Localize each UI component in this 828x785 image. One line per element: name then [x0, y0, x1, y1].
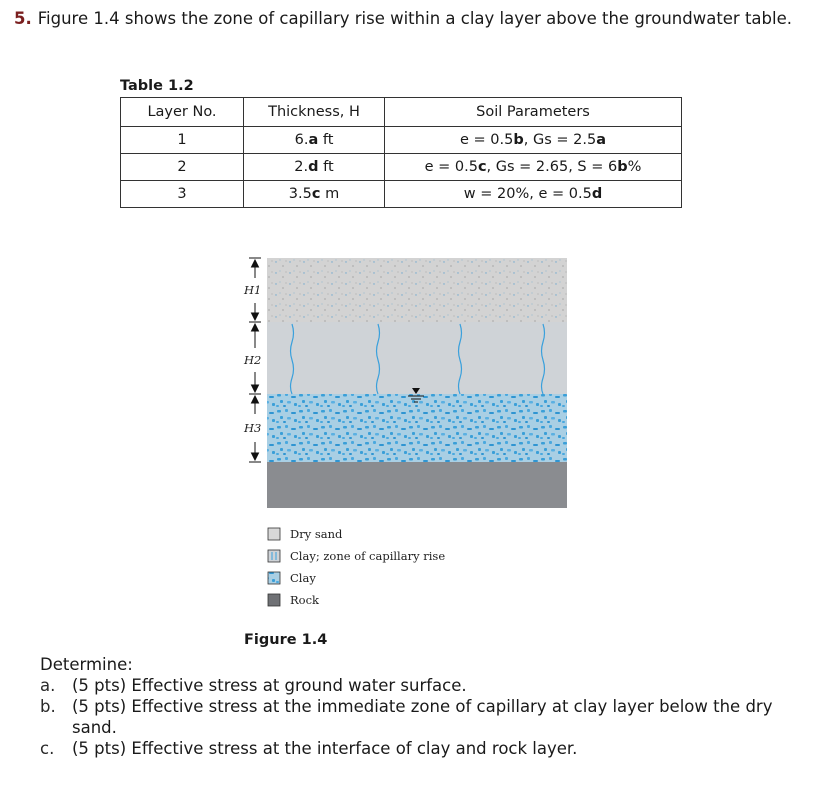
question-text: (5 pts) Effective stress at the interface of clay and rock layer.	[72, 739, 578, 758]
figure-caption: Figure 1.4	[244, 632, 328, 648]
dimension-label-h3: H3	[244, 421, 262, 435]
layer-parameters: e = 0.5c, Gs = 2.65, S = 6b%	[385, 154, 682, 181]
capillary-zone-layer	[267, 322, 567, 394]
problem-statement	[14, 8, 819, 29]
clay-layer	[267, 394, 567, 462]
legend-rock: Rock	[290, 593, 319, 607]
question-item	[40, 696, 820, 738]
legend-swatch-rock	[268, 594, 280, 606]
legend-swatch-clay	[268, 572, 280, 584]
layer-number: 2	[121, 154, 244, 181]
question-item	[40, 675, 820, 696]
figure-legend	[268, 527, 445, 607]
question-list	[40, 675, 820, 759]
question-letter: c.	[40, 739, 55, 758]
layer-number: 3	[121, 181, 244, 208]
legend-capillary-zone: Clay; zone of capillary rise	[290, 549, 446, 563]
layer-thickness: 3.5c m	[244, 181, 385, 208]
question-item	[40, 738, 820, 759]
problem-number: 5.	[14, 9, 32, 28]
table-row	[121, 154, 682, 181]
layer-number: 1	[121, 127, 244, 154]
header-layer-no: Layer No.	[121, 98, 244, 127]
legend-swatch-capillary	[268, 550, 280, 562]
soil-profile-figure	[232, 248, 577, 618]
question-letter: b.	[40, 697, 56, 716]
rock-layer	[267, 462, 567, 508]
question-text: (5 pts) Effective stress at ground water surface.	[72, 676, 467, 695]
table-row	[121, 181, 682, 208]
layer-parameters: w = 20%, e = 0.5d	[385, 181, 682, 208]
layer-thickness: 6.a ft	[244, 127, 385, 154]
legend-swatch-dry-sand	[268, 528, 280, 540]
header-thickness: Thickness, H	[244, 98, 385, 127]
layer-parameters: e = 0.5b, Gs = 2.5a	[385, 127, 682, 154]
problem-text: Figure 1.4 shows the zone of capillary rise within a clay layer above the groundwater table.	[37, 9, 792, 28]
question-text: (5 pts) Effective stress at the immediate zone of capillary at clay layer below the dry sand.	[72, 697, 773, 737]
table-caption: Table 1.2	[120, 78, 194, 94]
header-soil-parameters: Soil Parameters	[385, 98, 682, 127]
table-row	[121, 127, 682, 154]
question-letter: a.	[40, 676, 56, 695]
questions-intro: Determine:	[40, 655, 133, 674]
dry-sand-layer	[267, 258, 567, 322]
legend-dry-sand: Dry sand	[290, 527, 343, 541]
soil-parameters-table	[120, 97, 682, 208]
layer-thickness: 2.d ft	[244, 154, 385, 181]
questions-section	[40, 654, 820, 759]
table-header-row	[121, 98, 682, 127]
dimension-label-h2: H2	[244, 353, 262, 367]
legend-clay: Clay	[290, 571, 316, 585]
dimension-label-h1: H1	[244, 283, 262, 297]
